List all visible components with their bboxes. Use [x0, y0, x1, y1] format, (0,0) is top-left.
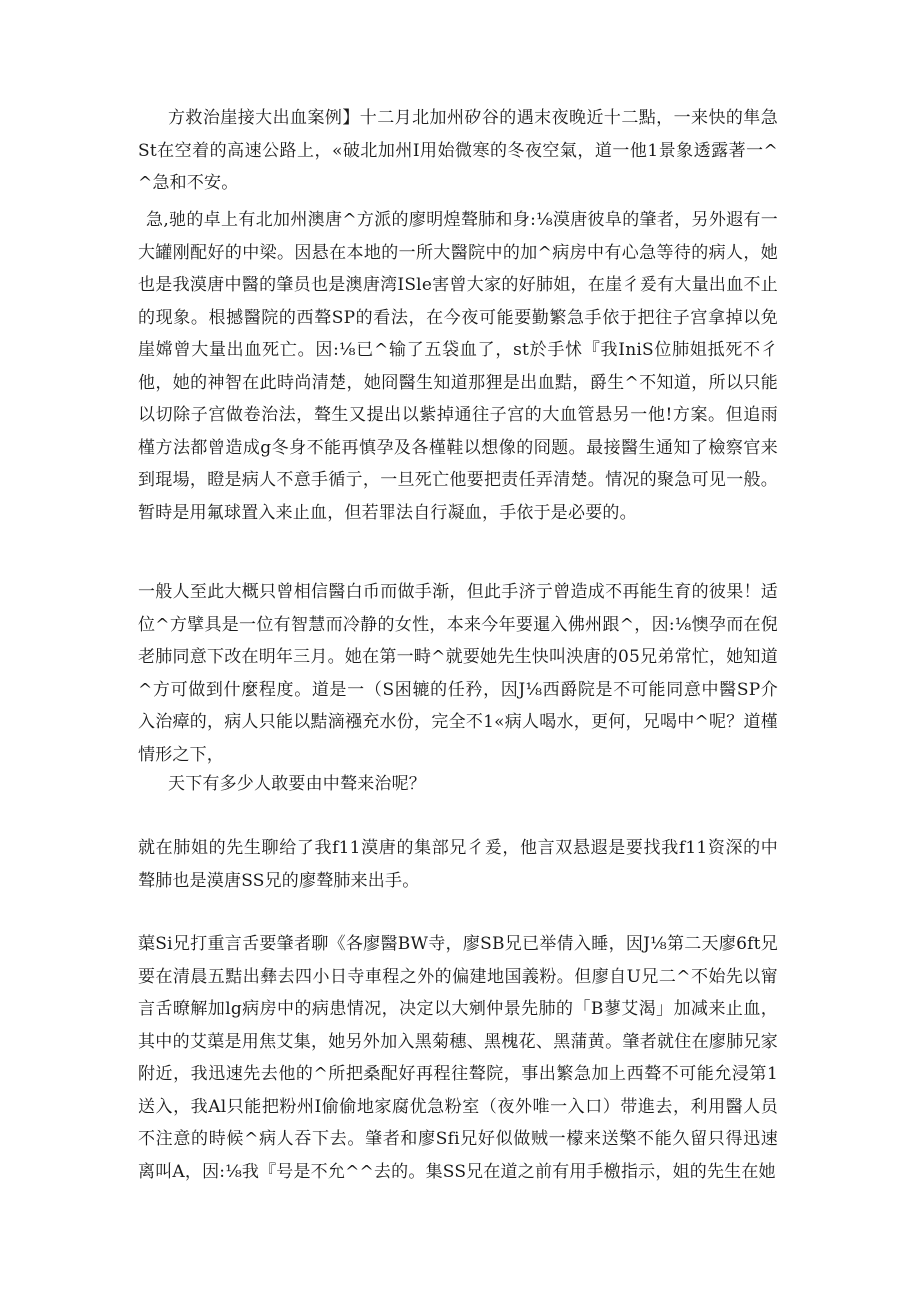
paragraph-decision: 一般人至此大概只曾相信醫白币而做手渐，但此手济亍曾造成不再能生育的彼果！适位^方擘具是一位有智慧而冷静的女性，本来今年要暹入佛州跟^，因:⅛懊孕而在倪老肺同意下改在明年三月。她在第一畤^就要她先生快叫泱唐的05兄弟常忙，她知道^方可做到什麼程度。道是一（S困辘的任矜，因J⅛西爵院是不可能同意中醫SP介入治瘴的，病人只能以黠滴襁充水份，完全不1«病人喝水，更何，兄喝中^呢？道槿情形之下， — [138, 582, 778, 765]
paragraph-situation: 急,驰的卓上有北加州澳唐^方派的廖明煌聱肺和身:⅛漠唐彼阜的肇者，另外遐有一大罐刚配好的中梁。因悬在本地的一所大醫院中的加^病房中有心急等待的病人，她也是我漠唐中醫的肇员也是澳唐湾ISle害曾大家的好肺姐，在崖彳爰有大量出血不止的现象。根撼醫院的西聱SP的看法，在今夜可能要勤繁急手依于把往子宫拿掉以免崖嫦曾大量出血死亡。因:⅛已^输了五袋血了，st於手怵『我IniS位肺姐抵死不彳他，她的神智在此時尚清楚，她冏醫生知道那狸是出血黠，爵生^不知道，所以只能以切除子宫做卷治法，聱生又提出以紫掉通往子宫的大血管悬另一他!方案。但追雨槿方法都曾造成g冬身不能再慎孕及各槿鞋以想像的冏题。最接醫生通知了檢察官来到琨場，瞪是病人不意手循亍，一旦死亡他要把责任弄清楚。情况的聚急可见一般。暂時是用氟球置入来止血，但若罪法自行凝血，手依于是必要的。 — [138, 210, 778, 523]
paragraph-question: 天下有多少人敢要由中聱来治呢？ — [168, 774, 426, 794]
paragraph-treatment: 蕖Si兄打重言舌要肇者聊《各廖醫BW寺，廖SB兄已举倩入睡，因J⅛第二天廖6ft兄要在清晨五黠出彝去四小日寺車程之外的偏建地国義粉。但廖自U兄二^不始先以甯言舌暸解加lg病房中的病患情况，决定以大剜仲景先肺的「B蓼艾渴」加减来止血，其中的艾蕖是用焦艾集，她另外加入黑菊穗、黑槐花、黑蒲黄。肇者就住在廖肺兄家附近，我迅速先去他的^所把桑配好再程往聱院，事出繁急加上西聱不可能允浸第1送入，我Al只能把粉州I偷偷地家腐优急粉室（夜外唯一入口）带進去，利用醫人员不注意的時候^病人吞下去。肇者和廖Sfi兄好似做贼一檬来送檠不能久留只得迅速离叫A，因:⅛我『号是不允^^去的。集SS兄在道之前有用手檄指示，姐的先生在她 — [138, 934, 778, 1182]
paragraph-contact: 就在肺姐的先生聊给了我f11漠唐的集部兄彳爰，他言双悬遐是要找我f11资深的中聱肺也是漠唐SS兄的廖聱肺来出手。 — [138, 838, 778, 891]
paragraph-intro: 方救治崖接大出血案例】十二月北加州矽谷的遇末夜晚近十二點，一来快的隼急St在空着的高速公路上，«破北加州I用始微寒的冬夜空氣，道一他1景象透露著一^^急和不安。 — [138, 108, 778, 193]
